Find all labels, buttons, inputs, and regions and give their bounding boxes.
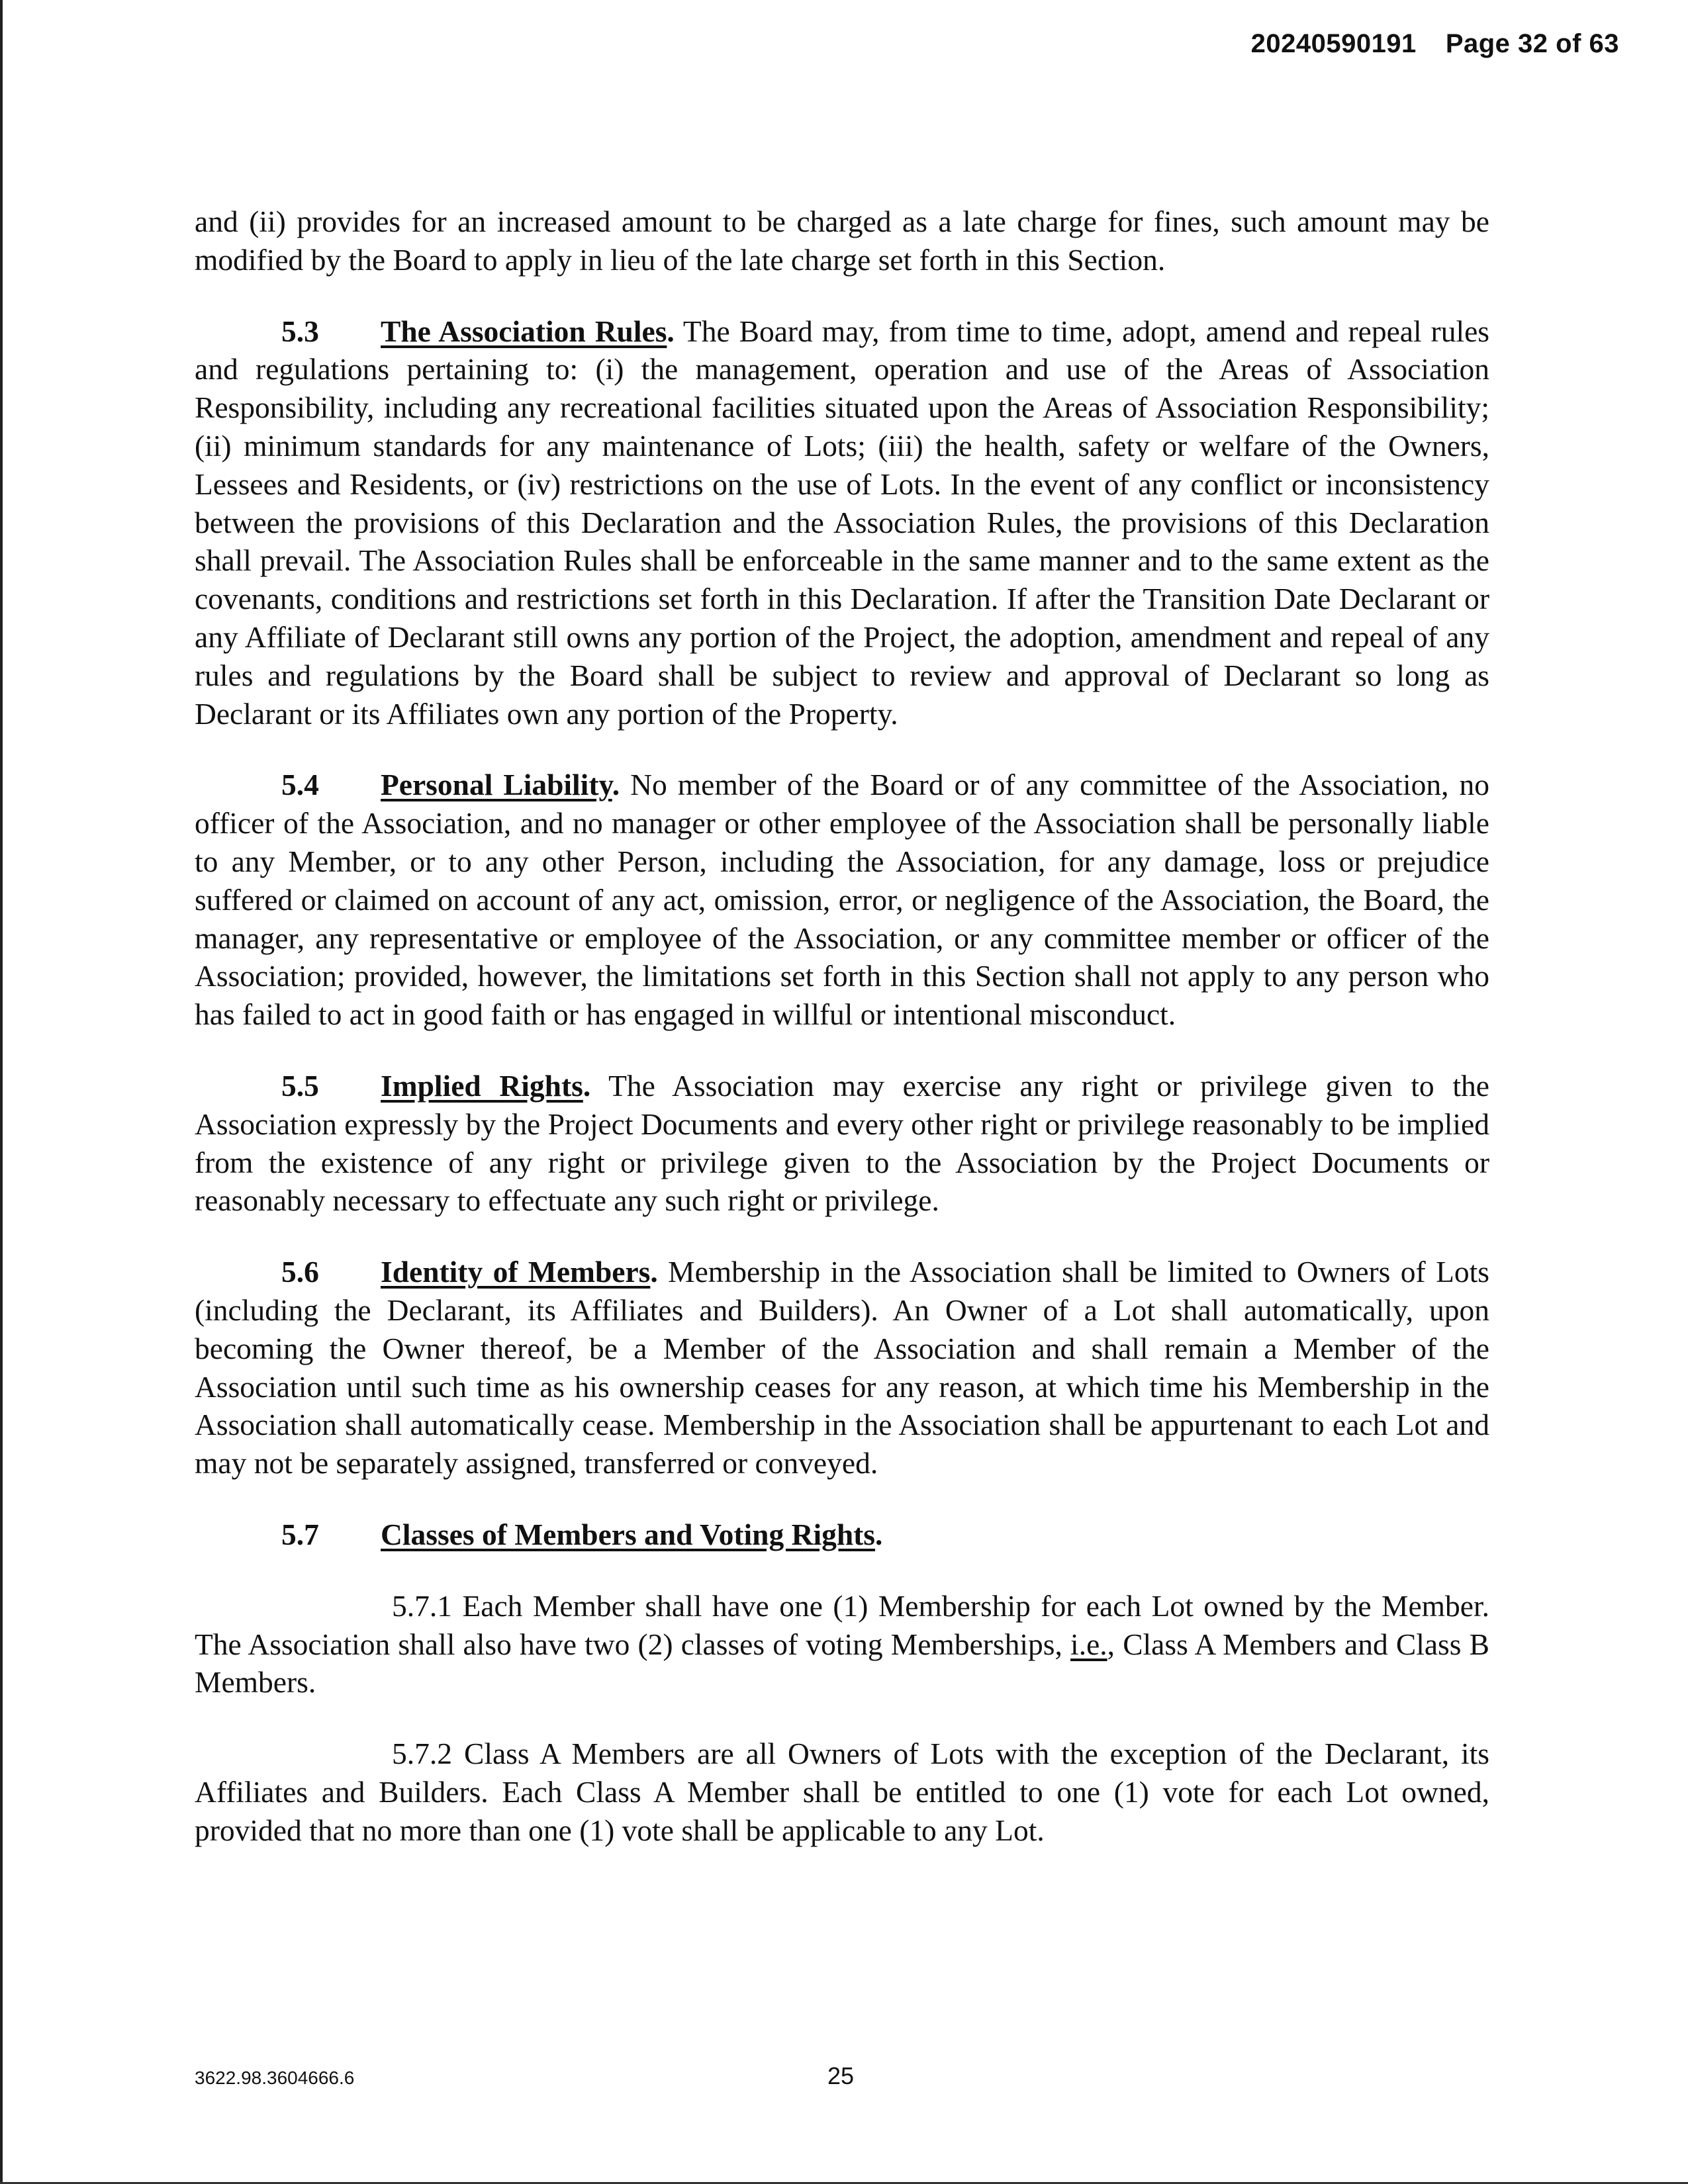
- subsection-number: 5.7.1: [392, 1588, 452, 1623]
- section-text: The Association may exercise any right or privilege given to the Association expressly by the Project Documents and every other right or privilege reasonably to be implied from the existence of any right or privilege given to the Association by the Project Documents or reasonably necessary to effectuate any such right or privilege.: [195, 1068, 1489, 1218]
- section-5-4: 5.4 Personal Liability. No member of the Board or of any committee of the Association, no officer of the Association, and no manager or other employee of the Association shall be personally liable to any Member, or to any other Person, including the Association, for any damage, loss or prejudice suffered or claimed on account of any act, omission, error, or negligence of the Association, the Board, the manager, any representative or employee of the Association, or any committee member or officer of the Association; provided, however, the limitations set forth in this Section shall not apply to any person who has failed to act in good faith or has engaged in willful or intentional misconduct.: [195, 766, 1489, 1034]
- subsection-text: Class A Members are all Owners of Lots with the exception of the Declarant, its Affiliates and Builders. Each Class A Member shall be entitled to one (1) vote for each Lot owned, provided that no more than one (1) vote shall be applicable to any Lot.: [195, 1737, 1490, 1847]
- section-number: 5.4: [281, 768, 319, 802]
- section-5-7-heading: 5.7 Classes of Members and Voting Rights.: [195, 1516, 1489, 1554]
- section-5-6: 5.6 Identity of Members. Membership in the Association shall be limited to Owners of Lots (including the Declarant, its Affiliates and Builders). An Owner of a Lot shall automatically, upon becoming the Owner thereof, be a Member of the Association and shall remain a Member of the Association until such time as his ownership ceases for any reason, at which time his Membership in the Association shall automatically cease. Membership in the Association shall be appurtenant to each Lot and may not be separately assigned, transferred or conveyed.: [195, 1253, 1489, 1482]
- document-number: 20240590191: [1250, 29, 1417, 58]
- subsection-5-7-2: [195, 1735, 1489, 1849]
- section-title: Classes of Members and Voting Rights: [381, 1517, 876, 1551]
- section-number: 5.3: [281, 314, 319, 348]
- section-number: 5.5: [281, 1068, 319, 1103]
- section-text: Membership in the Association shall be limited to Owners of Lots (including the Declarant, its Affiliates and Builders). An Owner of a Lot shall automatically, upon becoming the Owner thereof, be a Member of the Association and shall remain a Member of the Association until such time as his ownership ceases for any reason, at which time his Membership in the Association shall automatically cease. Membership in the Association shall be appurtenant to each Lot and may not be separately assigned, transferred or conveyed.: [195, 1255, 1489, 1480]
- document-body: [195, 203, 1489, 1882]
- subsection-number: 5.7.2: [392, 1737, 452, 1771]
- section-title: The Association Rules: [381, 314, 667, 348]
- section-title: Identity of Members: [381, 1255, 651, 1289]
- footer-page-number: 25: [827, 2062, 855, 2089]
- subsection-5-7-1: [195, 1587, 1489, 1702]
- section-5-5: 5.5 Implied Rights. The Association may exercise any right or privilege given to the Association expressly by the Project Documents and every other right or privilege reasonably to be implied from the existence of any right or privilege given to the Association by the Project Documents or reasonably necessary to effectuate any such right or privilege.: [195, 1067, 1489, 1220]
- footer-document-id: 3622.98.3604666.6: [195, 2068, 355, 2088]
- section-title: Personal Liability: [381, 768, 612, 802]
- subsection-text-end: , Class A Members and Class B Members.: [195, 1627, 1489, 1700]
- section-text: No member of the Board or of any committee of the Association, no officer of the Association, and no manager or other employee of the Association shall be personally liable to any Member, or to any other Person, including the Association, for any damage, loss or prejudice suffered or claimed on account of any act, omission, error, or negligence of the Association, the Board, the manager, any representative or employee of the Association, or any committee member or officer of the Association; provided, however, the limitations set forth in this Section shall not apply to any person who has failed to act in good faith or has engaged in willful or intentional misconduct.: [195, 768, 1489, 1032]
- section-text: The Board may, from time to time, adopt, amend and repeal rules and regulations pertaining to: (i) the management, operation and use of the Areas of Association Responsibility, including any recreational facilities situated upon the Areas of Association Responsibility; (ii) minimum standards for any maintenance of Lots; (iii) the health, safety or welfare of the Owners, Lessees and Residents, or (iv) restrictions on the use of Lots. In the event of any conflict or inconsistency between the provisions of this Declaration and the Association Rules, the provisions of this Declaration shall prevail. The Association Rules shall be enforceable in the same manner and to the same extent as the covenants, conditions and restrictions set forth in this Declaration. If after the Transition Date Declarant or any Affiliate of Declarant still owns any portion of the Project, the adoption, amendment and repeal of any rules and regulations by the Board shall be subject to review and approval of Declarant so long as Declarant or its Affiliates own any portion of the Property.: [195, 314, 1489, 731]
- subsection-text: Each Member shall have one (1) Membership for each Lot owned by the Member. The Association shall also have two (2) classes of voting Memberships,: [195, 1588, 1490, 1661]
- section-5-3: 5.3 The Association Rules. The Board may, from time to time, adopt, amend and repeal rules and regulations pertaining to: (i) the management, operation and use of the Areas of Association Responsibility, including any recreational facilities situated upon the Areas of Association Responsibility; (ii) minimum standards for any maintenance of Lots; (iii) the health, safety or welfare of the Owners, Lessees and Residents, or (iv) restrictions on the use of Lots. In the event of any conflict or inconsistency between the provisions of this Declaration and the Association Rules, the provisions of this Declaration shall prevail. The Association Rules shall be enforceable in the same manner and to the same extent as the covenants, conditions and restrictions set forth in this Declaration. If after the Transition Date Declarant or any Affiliate of Declarant still owns any portion of the Project, the adoption, amendment and repeal of any rules and regulations by the Board shall be subject to review and approval of Declarant so long as Declarant or its Affiliates own any portion of the Property.: [195, 312, 1489, 733]
- section-title: Implied Rights: [381, 1068, 583, 1103]
- page-left-border: [0, 0, 3, 2184]
- ie-abbreviation: i.e.: [1070, 1627, 1107, 1661]
- section-number: 5.6: [281, 1255, 319, 1289]
- section-number: 5.7: [281, 1517, 319, 1551]
- page-indicator: Page 32 of 63: [1445, 29, 1619, 58]
- recording-stamp: [1251, 29, 1619, 59]
- continuation-paragraph: and (ii) provides for an increased amount to be charged as a late charge for fines, such amount may be modified by the Board to apply in lieu of the late charge set forth in this Section.: [195, 205, 1489, 277]
